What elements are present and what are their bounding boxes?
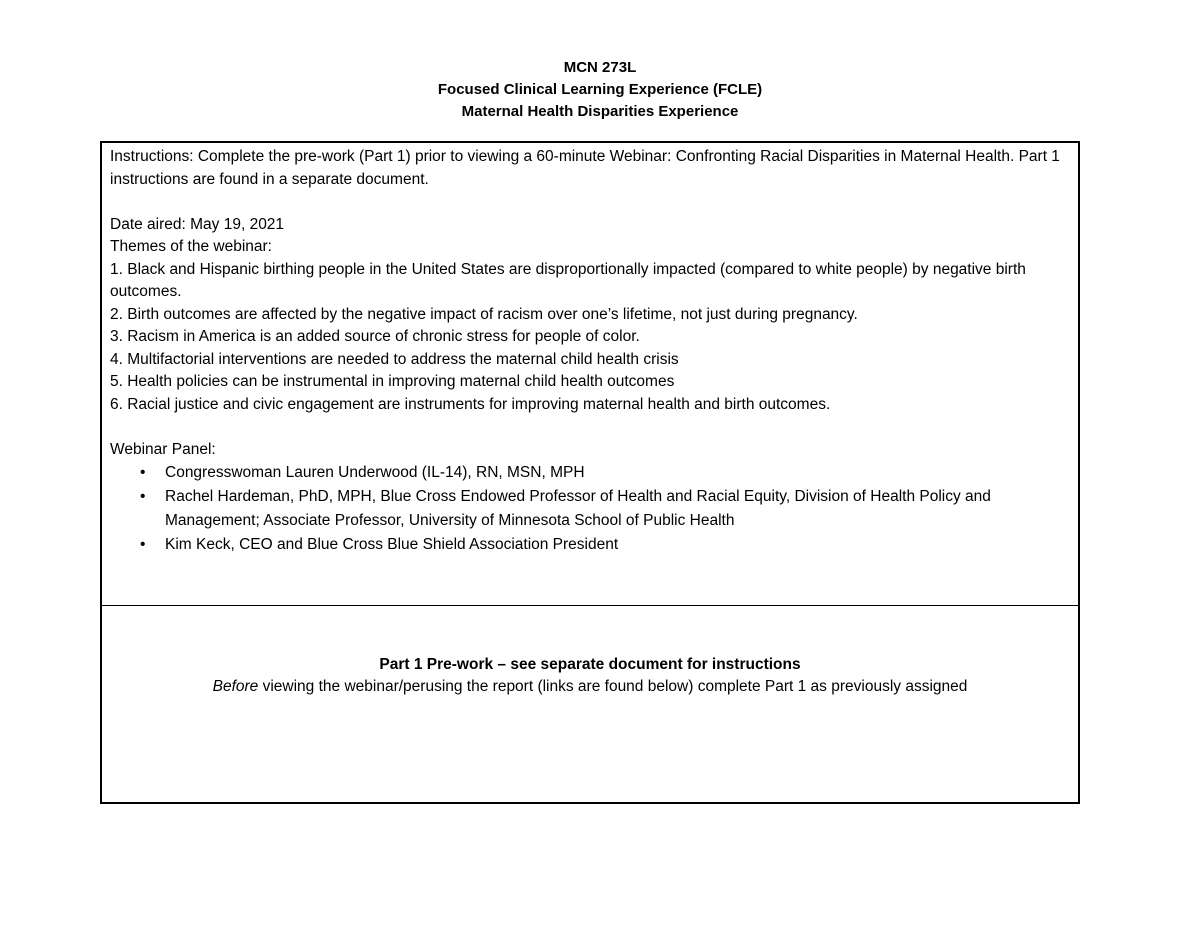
panel-member — [110, 533, 1070, 557]
spacer — [110, 416, 1070, 439]
document-title: Focused Clinical Learning Experience (FCLE) — [437, 81, 763, 98]
panel-member — [110, 485, 1070, 533]
theme-item: 1. Black and Hispanic birthing people in the United States are disproportionally impacted (compared to white people) by negative birth outcomes. — [110, 260, 1026, 300]
content-table — [100, 141, 1080, 804]
document-subtitle: Maternal Health Disparities Experience — [461, 103, 739, 120]
document-header — [0, 57, 1200, 123]
theme-item: 3. Racism in America is an added source of chronic stress for people of color. — [110, 328, 640, 345]
panel-member-text: Congresswoman Lauren Underwood (IL-14), RN, MSN, MPH — [165, 464, 585, 481]
bullet-icon: • — [140, 464, 146, 481]
bullet-icon: • — [140, 488, 146, 505]
part1-cell — [102, 607, 1078, 804]
webinar-info-cell — [102, 143, 1078, 606]
panel-heading: Webinar Panel: — [110, 440, 216, 458]
part1-instruction — [102, 676, 1078, 698]
date-aired: Date aired: May 19, 2021 — [110, 215, 285, 233]
bullet-icon: • — [140, 536, 146, 553]
course-code: MCN 273L — [563, 59, 637, 76]
theme-item: 2. Birth outcomes are affected by the negative impact of racism over one’s lifetime, not just during pregnancy. — [110, 305, 858, 323]
panel-member-text: Kim Keck, CEO and Blue Cross Blue Shield Association President — [165, 536, 619, 553]
theme-item: 6. Racial justice and civic engagement are instruments for improving maternal health and birth outcomes. — [110, 395, 831, 413]
themes-heading: Themes of the webinar: — [110, 238, 272, 255]
part1-instruction-text: viewing the webinar/perusing the report (links are found below) complete Part 1 as previously assigned — [258, 678, 968, 695]
panel-member-text: Rachel Hardeman, PhD, MPH, Blue Cross Endowed Professor of Health and Racial Equity, Division of Health Policy and Management; Associate Professor, University of Minnesota School of Public Health — [165, 488, 991, 529]
spacer — [110, 191, 1070, 214]
part1-heading: Part 1 Pre-work – see separate document for instructions — [379, 656, 801, 673]
panel-member — [110, 461, 1070, 485]
panel-list — [110, 461, 1070, 557]
theme-item: 5. Health policies can be instrumental in improving maternal child health outcomes — [110, 373, 675, 390]
instructions-text: Instructions: Complete the pre-work (Part 1) prior to viewing a 60-minute Webinar: Confronting Racial Disparities in Maternal Health. Part 1 instructions are found in a separate document. — [110, 148, 1060, 188]
theme-item: 4. Multifactorial interventions are needed to address the maternal child health crisis — [110, 350, 679, 368]
part1-instruction-emphasis: Before — [212, 678, 259, 695]
